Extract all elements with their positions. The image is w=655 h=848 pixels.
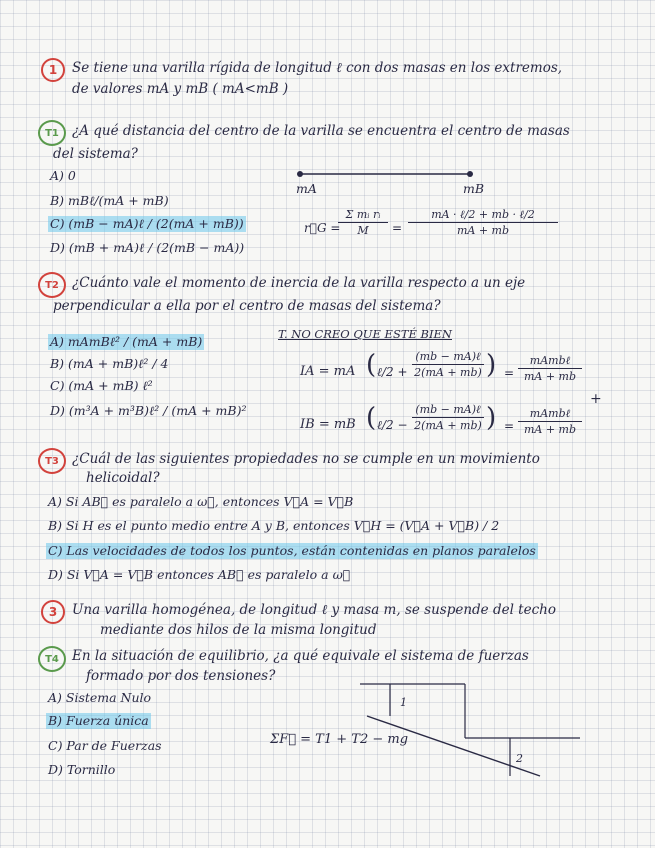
ia-eq-fraction <box>412 350 484 379</box>
ib-open-paren: ( <box>366 403 377 433</box>
rod-mass-b-dot <box>467 171 473 177</box>
com-eq-f1-num: Σ mᵢ rᵢ <box>338 208 388 223</box>
ia-rhs-den: mA + mb <box>523 370 577 383</box>
t1-question-line2: del sistema? <box>53 146 138 162</box>
ib-eq-fraction <box>412 403 484 432</box>
ia-rhs-fraction <box>518 354 582 383</box>
t1-option-a: A) 0 <box>50 168 76 183</box>
com-eq-lhs: r⃗G = <box>304 221 341 235</box>
t4-question-line2: formado por dos tensiones? <box>86 668 276 684</box>
ia-close-paren: ) <box>486 350 497 380</box>
com-eq-fraction-1 <box>338 208 388 237</box>
t4-option-d: D) Tornillo <box>48 762 116 777</box>
ib-rhs-fraction <box>518 407 582 436</box>
ia-rhs-num: mAmbℓ <box>518 354 582 369</box>
problem-3-number-circle: 3 <box>41 600 65 624</box>
com-eq-f1-den: M <box>357 224 369 237</box>
thread-1-label: 1 <box>400 696 407 709</box>
t2-option-c: C) (mA + mB) ℓ² <box>50 378 153 393</box>
ib-eq-equals: = <box>504 419 515 433</box>
rod-label-ma: mA <box>296 181 317 196</box>
ia-frac-num: (mb − mA)ℓ <box>412 350 484 365</box>
hanging-rod <box>367 716 540 776</box>
t3-number-circle: T3 <box>38 448 66 474</box>
com-eq-equals: = <box>392 221 403 235</box>
ib-eq-inner-a: ℓ/2 − <box>377 418 408 432</box>
com-eq-f2-num: mA · ℓ/2 + mb · ℓ/2 <box>408 208 558 223</box>
problem-1-number-circle: 1 <box>41 58 65 82</box>
ib-close-paren: ) <box>486 403 497 433</box>
ia-eq-equals: = <box>504 366 515 380</box>
t4-option-a: A) Sistema Nulo <box>48 690 152 705</box>
t4-hanging-rod-diagram <box>355 680 585 790</box>
ia-eq-inner-a: ℓ/2 + <box>377 365 408 379</box>
t3-option-b: B) Si H es el punto medio entre A y B, entonces V⃗H = (V⃗A + V⃗B) / 2 <box>48 518 500 533</box>
ib-frac-num: (mb − mA)ℓ <box>412 403 484 418</box>
rod-mass-a-dot <box>297 171 303 177</box>
ia-open-paren: ( <box>366 350 377 380</box>
t2-margin-note: T. NO CREO QUE ESTÉ BIEN <box>278 327 452 341</box>
t2-number-circle: T2 <box>38 272 66 298</box>
t2-option-a-highlighted: A) mAmBℓ² / (mA + mB) <box>50 334 203 349</box>
problem-3-statement-line1: Una varilla homogénea, de longitud ℓ y masa m, se suspende del techo <box>72 602 556 618</box>
t4-question-line1: En la situación de equilibrio, ¿a qué equivale el sistema de fuerzas <box>72 648 529 664</box>
t1-number-circle: T1 <box>38 120 66 146</box>
t2-question-line1: ¿Cuánto vale el momento de inercia de la varilla respecto a un eje <box>72 275 526 291</box>
t3-question-line2: helicoidal? <box>86 470 160 486</box>
t4-number-circle: T4 <box>38 646 66 672</box>
t3-option-a: A) Si AB⃗ es paralelo a ω⃗, entonces V⃗A = V⃗B <box>48 494 354 509</box>
rod-label-mb: mB <box>463 181 485 196</box>
t1-rod-diagram <box>290 166 490 182</box>
com-eq-f2-den: mA + mb <box>456 224 510 237</box>
t1-option-c-highlighted: C) (mB − mA)ℓ / (2(mA + mB)) <box>50 216 244 231</box>
t2-option-d: D) (m³A + m³B)ℓ² / (mA + mB)² <box>50 403 247 418</box>
t3-option-c-highlighted: C) Las velocidades de todos los puntos, están contenidas en planos paralelos <box>48 543 536 558</box>
ib-rhs-den: mA + mb <box>523 423 577 436</box>
t4-option-b-highlighted: B) Fuerza única <box>48 713 149 728</box>
t1-option-b: B) mBℓ/(mA + mB) <box>50 193 169 208</box>
plus-sign: + <box>590 391 602 407</box>
problem-1-statement-line2: de valores mA y mB ( mA<mB ) <box>72 81 289 97</box>
t4-force-sum-equation: ΣF⃗ = T1 + T2 − mg <box>270 732 409 747</box>
ib-eq-lhs: IB = mB <box>300 417 356 432</box>
ia-frac-den: 2(mA + mb) <box>414 366 482 379</box>
com-eq-fraction-2 <box>408 208 558 237</box>
t1-question-line1: ¿A qué distancia del centro de la varilla se encuentra el centro de masas <box>72 123 570 139</box>
ia-eq-lhs: IA = mA <box>300 364 356 379</box>
t2-option-b: B) (mA + mB)ℓ² / 4 <box>50 356 169 371</box>
ib-rhs-num: mAmbℓ <box>518 407 582 422</box>
t1-option-d: D) (mB + mA)ℓ / (2(mB − mA)) <box>50 240 245 255</box>
problem-1-statement-line1: Se tiene una varilla rígida de longitud ℓ con dos masas en los extremos, <box>72 60 563 76</box>
problem-3-statement-line2: mediante dos hilos de la misma longitud <box>100 622 377 638</box>
thread-2-label: 2 <box>516 752 523 765</box>
t4-option-c: C) Par de Fuerzas <box>48 738 162 753</box>
t2-question-line2: perpendicular a ella por el centro de masas del sistema? <box>53 298 441 314</box>
ib-frac-den: 2(mA + mb) <box>414 419 482 432</box>
t3-question-line1: ¿Cuál de las siguientes propiedades no se cumple en un movimiento <box>72 451 540 467</box>
t3-option-d: D) Si V⃗A = V⃗B entonces AB⃗ es paralelo a ω⃗ <box>48 567 351 582</box>
